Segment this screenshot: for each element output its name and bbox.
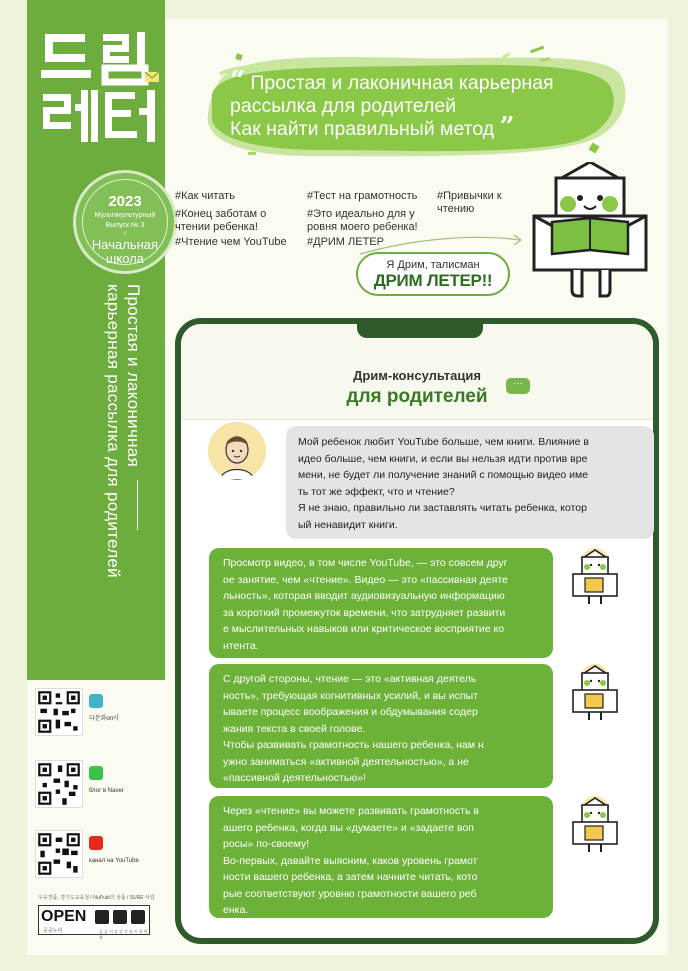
headline-line3: Как найти правильный метод bbox=[230, 118, 495, 140]
hashtag[interactable]: #Тест на грамотность bbox=[307, 190, 418, 202]
answer-bubble-2 bbox=[209, 664, 553, 788]
question-line: идео больше, чем книги, и если вы нельзя идти против вре bbox=[298, 452, 588, 465]
talisman-line2: ДРИМ ЛЕТЕР!! bbox=[373, 271, 493, 290]
mini-mascot-icon bbox=[565, 664, 625, 724]
answer-line: рые соответствуют уровню грамотности вашего реб bbox=[223, 887, 477, 900]
mini-mascot-icon bbox=[565, 796, 625, 856]
answer-line: ужно заниматься «активной деятельностью», а не bbox=[223, 755, 469, 768]
answer-line: «пассивной деятельностью»! bbox=[223, 772, 366, 784]
answer-line: Во-первых, давайте выясним, каков уровень грамот bbox=[223, 854, 478, 867]
badge-issue-line2: Выпуск № 3 bbox=[105, 222, 145, 229]
open-label: OPEN bbox=[41, 908, 87, 925]
hashtag[interactable]: #Привычки к чтению bbox=[437, 190, 502, 215]
answer-bubble-1 bbox=[209, 548, 553, 658]
consult-title-big: для родителей bbox=[346, 386, 488, 407]
dream-letter-logo bbox=[39, 28, 159, 156]
dream-site-icon bbox=[89, 694, 103, 708]
license-nochange-icon bbox=[131, 910, 145, 924]
headline-line2: рассылка для родителей bbox=[230, 95, 457, 117]
answer-line: ашего ребенка, когда вы «думаете» и «задаете воп bbox=[223, 821, 474, 834]
question-line: Мой ребенок любит YouTube больше, чем книги. Влияние в bbox=[298, 436, 589, 448]
answer-line: С другой стороны, чтение — это «активная деятель bbox=[223, 673, 477, 685]
answer-line: жания текста в своей голове. bbox=[223, 722, 366, 735]
question-bubble bbox=[286, 426, 654, 539]
talisman-pill bbox=[356, 252, 510, 296]
question-line: ый ненавидит книги. bbox=[298, 518, 398, 531]
qr-row-youtube bbox=[35, 830, 165, 890]
hashtag[interactable]: #Как читать bbox=[175, 190, 235, 202]
headline-line1: Простая и лаконичная карьерная bbox=[250, 72, 554, 94]
open-quote: “ bbox=[230, 66, 245, 96]
hashtag[interactable]: #Чтение чем YouTube bbox=[175, 236, 287, 248]
parent-avatar bbox=[208, 422, 266, 480]
qr-code-icon[interactable] bbox=[35, 830, 83, 878]
qr-label-naver: блог в Naver bbox=[89, 788, 124, 794]
license-noncommercial-icon bbox=[113, 910, 127, 924]
mini-mascot-icon bbox=[565, 548, 625, 608]
hashtag[interactable]: #Конец заботам о чтении ребенка! bbox=[175, 208, 267, 233]
headline bbox=[230, 66, 610, 142]
chat-dots-icon: ··· bbox=[506, 378, 530, 394]
answer-line: е мыслительных навыков или критическое восприятие ко bbox=[223, 623, 505, 635]
license-attribution-icon bbox=[95, 910, 109, 924]
kogl-open-license bbox=[38, 905, 150, 940]
answer-line: росы» по-своему! bbox=[223, 838, 310, 850]
naver-blog-icon bbox=[89, 766, 103, 780]
answer-line: за короткий промежуток времени, что затрудняет развити bbox=[223, 606, 506, 619]
vertical-title bbox=[103, 284, 143, 654]
vertical-title-part2: карьерная рассылка для родителей bbox=[104, 284, 123, 578]
youtube-icon bbox=[89, 836, 103, 850]
qr-code-icon[interactable] bbox=[35, 688, 83, 736]
answer-line: нтента. bbox=[223, 639, 259, 652]
vertical-title-part1: Простая и лаконичная bbox=[124, 284, 143, 468]
dream-mascot-icon bbox=[528, 162, 652, 302]
hashtag[interactable]: #Это идеально для у ровня моего ребенка! bbox=[307, 208, 418, 233]
answer-line: ое занятие, чем «чтение». Видео — это «пассивная деяте bbox=[223, 573, 508, 586]
qr-row-dream bbox=[35, 688, 165, 748]
open-sub2: 공 공 저 작 물 자 유 이 용 허 락 bbox=[99, 929, 148, 940]
badge-plus: + bbox=[122, 229, 128, 238]
grade-badge bbox=[73, 170, 177, 274]
qr-label-dream: 다문화on이 bbox=[89, 716, 119, 722]
talisman-line1: Я Дрим, талисман bbox=[386, 259, 480, 271]
hashtag[interactable]: #ДРИМ ЛЕТЕР bbox=[307, 236, 384, 248]
answer-line: ности вашего ребенка, а затем начните читать, кото bbox=[223, 871, 478, 883]
vertical-divider bbox=[137, 480, 139, 530]
question-line: Я не знаю, правильно ли заставлять читать ребенка, котор bbox=[298, 502, 587, 514]
open-sub: 공공누리 bbox=[43, 928, 63, 934]
answer-bubble-3 bbox=[209, 796, 553, 918]
sidebar bbox=[27, 0, 165, 680]
badge-year: 2023 bbox=[108, 193, 142, 210]
answer-line: льность», которая вводит аудиовизуальную информацию bbox=[223, 590, 505, 602]
question-line: ть тот же эффект, что и чтение? bbox=[298, 485, 455, 498]
badge-level: Начальная школа bbox=[91, 237, 159, 266]
qr-row-naver bbox=[35, 760, 165, 820]
consult-title-small: Дрим-консультация bbox=[353, 368, 481, 383]
badge-issue-line1: Мультикультурный bbox=[94, 212, 156, 219]
question-line: мени, не будет ли получение знаний с помощью видео име bbox=[298, 469, 589, 481]
fineprint: 우유경품, 경기도교육청 / NuPubl의 상품 / SURE 사업 bbox=[38, 895, 155, 901]
answer-line: енка. bbox=[223, 904, 249, 916]
answer-line: Просмотр видео, в том числе YouTube, — это совсем друг bbox=[223, 557, 508, 569]
close-quote: ” bbox=[499, 112, 515, 142]
qr-label-youtube: канал на YouTube bbox=[89, 858, 139, 864]
answer-line: Через «чтение» вы можете развивать грамотность в bbox=[223, 805, 479, 817]
qr-code-icon[interactable] bbox=[35, 760, 83, 808]
answer-line: ность», требующая когнитивных усилий, и вы испыт bbox=[223, 689, 478, 702]
answer-line: Чтобы развивать грамотность нашего ребенка, нам н bbox=[223, 739, 484, 751]
answer-line: ываете процесс воображения и обдумывания содер bbox=[223, 706, 478, 718]
phone-notch bbox=[357, 322, 483, 338]
